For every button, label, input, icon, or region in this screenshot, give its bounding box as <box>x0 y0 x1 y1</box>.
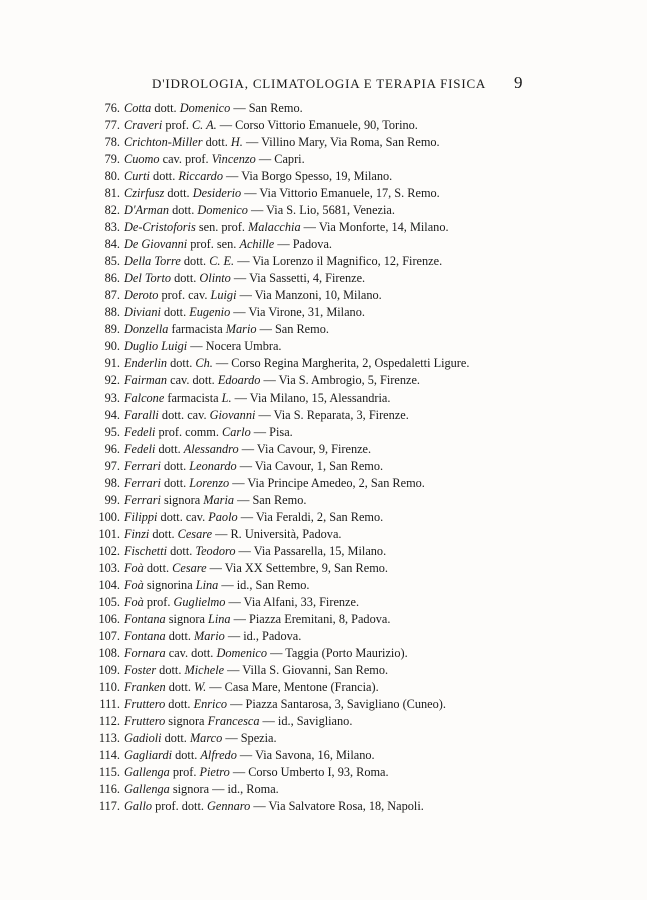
list-item <box>0 542 647 560</box>
entry-address: — Piazza Santarosa, 3, Savigliano (Cuneo). <box>227 697 446 712</box>
entry-surname: Craveri <box>124 118 163 133</box>
entry-title: dott. <box>155 441 184 456</box>
entry-title: dott. cav. <box>158 407 210 422</box>
entry-text <box>124 508 383 526</box>
entry-number: 99. <box>104 492 120 507</box>
entry-surname: Curti <box>124 169 150 184</box>
list-item <box>0 150 647 168</box>
entry-number: 79. <box>104 152 120 167</box>
entry-title: dott. cav. <box>157 509 209 524</box>
entry-title: signora <box>165 611 209 626</box>
list-item <box>0 286 647 304</box>
entry-number: 92. <box>104 373 120 388</box>
entry-number: 78. <box>104 135 120 150</box>
entry-number: 83. <box>104 220 120 235</box>
entry-text <box>124 440 371 458</box>
entry-text <box>124 763 389 781</box>
entry-title: dott. <box>160 305 190 320</box>
list-item <box>0 457 647 475</box>
entry-given-name: Edoardo <box>217 373 261 388</box>
entry-address: — Pisa. <box>250 424 293 439</box>
entry-address: — Taggia (Porto Maurizio). <box>267 645 408 660</box>
entry-text <box>124 371 420 389</box>
entry-title: dott. <box>165 697 194 712</box>
entry-given-name: Lina <box>195 577 219 592</box>
entry-title: prof. dott. <box>152 799 208 814</box>
entry-title: dott. <box>167 543 196 558</box>
entry-number: 85. <box>104 254 120 269</box>
entry-surname: Czirfusz <box>124 186 165 201</box>
entry-given-name: Cesare <box>177 526 213 541</box>
entry-text <box>124 116 418 134</box>
entry-text <box>124 184 440 202</box>
entry-number: 93. <box>104 390 120 405</box>
entry-surname: Foà <box>124 577 144 592</box>
entry-text <box>124 133 440 151</box>
entry-title: dott. <box>180 254 210 269</box>
entry-address: — San Remo. <box>230 101 303 115</box>
entry-number: 102. <box>98 543 120 558</box>
entry-surname: Finzi <box>124 526 150 541</box>
entry-text <box>124 457 383 475</box>
entry-title: dott. <box>149 169 179 184</box>
entry-address: — Via Manzoni, 10, Milano. <box>236 288 382 303</box>
entry-text <box>124 406 409 424</box>
entry-given-name: Lina <box>208 611 231 626</box>
list-item <box>0 406 647 424</box>
entry-text <box>124 252 442 270</box>
entry-number: 106. <box>98 611 120 626</box>
entry-given-name: C. A. <box>191 118 217 133</box>
entry-address: — Corso Vittorio Emanuele, 90, Torino. <box>216 118 418 133</box>
entry-text <box>124 201 395 219</box>
entry-address: — Via Passarella, 15, Milano. <box>235 543 387 558</box>
entry-surname: Crichton-Miller <box>124 135 203 150</box>
entry-title: dott. <box>160 458 190 473</box>
entry-surname: Deroto <box>124 288 159 303</box>
list-item <box>0 576 647 594</box>
entry-text <box>124 167 392 185</box>
entry-text <box>124 218 449 236</box>
entry-title: prof. <box>143 594 174 609</box>
list-item <box>0 235 647 253</box>
entry-surname: Diviani <box>124 305 161 320</box>
entry-address: — Via Monforte, 14, Milano. <box>300 220 449 235</box>
entry-title: prof. sen. <box>187 237 240 252</box>
entry-text <box>124 678 379 696</box>
entry-title: prof. comm. <box>155 424 223 439</box>
entry-text <box>124 320 329 338</box>
entry-text <box>124 644 408 662</box>
entry-address: — Via S. Ambrogio, 5, Firenze. <box>260 373 420 388</box>
entry-title: dott. <box>164 186 193 201</box>
entry-given-name: Eugenio <box>189 305 231 320</box>
entry-number: 81. <box>104 186 120 201</box>
entry-surname: Foà <box>124 594 144 609</box>
entry-title: dott. <box>143 560 173 575</box>
entry-surname: Fornara <box>124 645 166 660</box>
entry-given-name: Vincenzo <box>211 152 256 167</box>
entry-address: — Via Feraldi, 2, San Remo. <box>237 509 384 524</box>
entry-number: 88. <box>104 305 120 320</box>
entry-title: dott. <box>156 662 185 677</box>
entry-address: — Via XX Settembre, 9, San Remo. <box>206 560 388 575</box>
entry-surname: De Giovanni <box>124 237 188 252</box>
entry-text <box>124 423 293 441</box>
entry-address: — Via Virone, 31, Milano. <box>230 305 365 320</box>
entry-given-name: Domenico <box>197 203 248 218</box>
entry-address: — Via Principe Amedeo, 2, San Remo. <box>229 475 425 490</box>
entry-address: — Via Lorenzo il Magnifico, 12, Firenze. <box>234 254 443 269</box>
entry-given-name: Francesca <box>207 714 260 729</box>
entry-address: — id., Roma. <box>212 782 279 797</box>
list-item <box>0 610 647 628</box>
entry-text <box>124 576 310 594</box>
entry-number: 112. <box>98 714 120 729</box>
entry-given-name: Mario <box>194 628 225 643</box>
entry-given-name: Leonardo <box>189 458 237 473</box>
entry-number: 76. <box>104 101 120 115</box>
entry-number: 86. <box>104 271 120 286</box>
entry-given-name: Cesare <box>172 560 207 575</box>
entry-text <box>124 593 359 611</box>
entry-number: 110. <box>98 680 120 695</box>
entry-text <box>124 542 386 560</box>
entry-address: — Via Cavour, 9, Firenze. <box>238 441 372 456</box>
entry-surname: Foà <box>124 560 144 575</box>
entry-number: 105. <box>98 594 120 609</box>
list-item <box>0 354 647 372</box>
entry-title: dott. <box>160 475 190 490</box>
entry-number: 109. <box>98 662 120 677</box>
entry-address: — Capri. <box>255 152 305 167</box>
entry-surname: Filippi <box>124 509 158 524</box>
entry-number: 117. <box>98 799 120 814</box>
list-item <box>0 389 647 407</box>
entry-number: 103. <box>98 560 120 575</box>
entry-title: cav. prof. <box>159 152 212 167</box>
entry-title: signora <box>165 714 208 729</box>
entry-given-name: C. E. <box>209 254 235 269</box>
list-item <box>0 440 647 458</box>
entry-title: signora <box>160 492 204 507</box>
entry-number: 116. <box>98 782 120 797</box>
list-item <box>0 201 647 219</box>
entry-title: cav. dott. <box>165 645 217 660</box>
entry-text <box>124 235 332 253</box>
entry-address: — id., Savigliano. <box>259 714 353 729</box>
entry-number: 82. <box>104 203 120 218</box>
entry-surname: Gagliardi <box>124 748 173 763</box>
entry-number: 97. <box>104 458 120 473</box>
entry-given-name: Olinto <box>199 271 231 286</box>
list-item <box>0 116 647 134</box>
entry-surname: Fedeli <box>124 441 156 456</box>
entry-surname: Ferrari <box>124 492 161 507</box>
list-item <box>0 423 647 441</box>
entry-text <box>124 525 341 543</box>
list-item <box>0 627 647 645</box>
entry-address: — id., San Remo. <box>218 577 310 592</box>
list-item <box>0 269 647 287</box>
entry-surname: Fedeli <box>124 424 156 439</box>
entry-given-name: Ch. <box>195 356 213 371</box>
entry-given-name: Desiderio <box>192 186 242 201</box>
list-item <box>0 644 647 662</box>
list-item <box>0 712 647 730</box>
entry-number: 114. <box>98 748 120 763</box>
entry-surname: Cotta <box>124 101 152 115</box>
entry-given-name: Maria <box>203 492 235 507</box>
list-item <box>0 780 647 798</box>
entry-surname: Franken <box>124 680 166 695</box>
list-item <box>0 695 647 713</box>
entry-title: dott. <box>161 731 190 746</box>
entry-surname: Gadioli <box>124 731 162 746</box>
entry-number: 100. <box>98 509 120 524</box>
entry-surname: Fischetti <box>124 543 168 558</box>
entry-title: sen. prof. <box>195 220 248 235</box>
entry-text <box>124 712 352 730</box>
list-item <box>0 797 647 815</box>
entry-title: dott. <box>167 356 196 371</box>
entry-given-name: Alessandro <box>183 441 239 456</box>
entry-number: 101. <box>98 526 120 541</box>
entry-text <box>124 610 390 628</box>
entry-surname: Faralli <box>124 407 159 422</box>
list-item <box>0 729 647 747</box>
list-item <box>0 474 647 492</box>
entry-text <box>124 627 301 645</box>
entry-given-name: Luigi <box>161 339 188 354</box>
entry-title: dott. <box>165 680 195 695</box>
entry-title: dott. <box>202 135 231 150</box>
entry-number: 94. <box>104 407 120 422</box>
entry-given-name: Marco <box>189 731 223 746</box>
entry-title: cav. dott. <box>167 373 218 388</box>
entry-text <box>124 797 424 815</box>
entry-number: 90. <box>104 339 120 354</box>
entry-surname: Ferrari <box>124 458 161 473</box>
entry-given-name: Alfredo <box>200 748 237 763</box>
entry-address: — Via S. Reparata, 3, Firenze. <box>255 407 409 422</box>
entry-given-name: Riccardo <box>178 169 223 184</box>
entry-surname: Fontana <box>124 628 166 643</box>
entry-number: 77. <box>104 118 120 133</box>
list-item <box>0 678 647 696</box>
running-title: D'IDROLOGIA, CLIMATOLOGIA E TERAPIA FISICA <box>152 76 487 91</box>
entry-address: — Casa Mare, Mentone (Francia). <box>206 680 379 695</box>
entry-address: — Via Vittorio Emanuele, 17, S. Remo. <box>241 186 440 201</box>
entry-text <box>124 354 469 372</box>
entry-surname: Fruttero <box>124 697 166 712</box>
entry-surname: Gallenga <box>124 782 170 797</box>
entry-surname: Foster <box>124 662 157 677</box>
entry-address: — Via S. Lio, 5681, Venezia. <box>247 203 395 218</box>
entry-number: 104. <box>98 577 120 592</box>
entry-address: — Piazza Eremitani, 8, Padova. <box>230 611 391 626</box>
entry-text <box>124 729 277 747</box>
page-header <box>0 73 647 96</box>
entry-address: — Villino Mary, Via Roma, San Remo. <box>242 135 440 150</box>
entry-number: 108. <box>98 645 120 660</box>
entry-number: 89. <box>104 322 120 337</box>
list-item <box>0 167 647 185</box>
entry-surname: Della Torre <box>124 254 181 269</box>
entry-title: dott. <box>169 203 198 218</box>
entry-given-name: Luigi <box>210 288 237 303</box>
list-item <box>0 661 647 679</box>
entry-address: — Spezia. <box>222 731 277 746</box>
entry-address: — R. Università, Padova. <box>212 526 342 541</box>
entry-text <box>124 780 279 798</box>
entry-title: dott. <box>165 628 195 643</box>
list-item <box>0 303 647 321</box>
entry-given-name: W. <box>194 680 207 695</box>
entry-given-name: Michele <box>184 662 225 677</box>
list-item <box>0 371 647 389</box>
entry-title: dott. <box>171 271 200 286</box>
list-item <box>0 337 647 355</box>
entry-text <box>124 474 425 492</box>
entry-text <box>124 661 388 679</box>
entry-given-name: Mario <box>225 322 257 337</box>
entry-given-name: Enrico <box>193 697 228 712</box>
entry-surname: Gallo <box>124 799 153 814</box>
entry-title: dott. <box>149 526 178 541</box>
entry-title: signorina <box>143 577 196 592</box>
list-item <box>0 133 647 151</box>
entry-address: — Padova. <box>274 237 332 252</box>
entry-given-name: Malacchia <box>248 220 301 235</box>
entry-title: farmacista <box>164 390 222 405</box>
entry-text <box>124 150 305 168</box>
entry-surname: Del Torto <box>124 271 172 286</box>
entry-text <box>124 389 390 407</box>
list-item <box>0 508 647 526</box>
entry-given-name: Achille <box>239 237 275 252</box>
entry-given-name: Domenico <box>179 101 231 115</box>
entry-surname: Falcone <box>124 390 165 405</box>
entry-text <box>124 559 388 577</box>
entry-title: dott. <box>151 101 180 115</box>
entry-surname: Fairman <box>124 373 168 388</box>
entry-address: — Via Borgo Spesso, 19, Milano. <box>222 169 393 184</box>
entry-given-name: Paolo <box>208 509 238 524</box>
entry-surname: Fruttero <box>124 714 166 729</box>
list-item <box>0 99 647 117</box>
entry-surname: Duglio <box>124 339 159 354</box>
entry-address: — Via Milano, 15, Alessandria. <box>231 390 391 405</box>
entry-text <box>124 746 375 764</box>
entry-surname: De-Cristoforis <box>124 220 196 235</box>
entry-address: — Villa S. Giovanni, San Remo. <box>224 662 389 677</box>
entry-surname: Cuomo <box>124 152 160 167</box>
entry-given-name: Teodoro <box>195 543 236 558</box>
entry-number: 107. <box>98 628 120 643</box>
entry-address: — Nocera Umbra. <box>187 339 282 354</box>
list-item <box>0 763 647 781</box>
entry-given-name: Gennaro <box>207 799 251 814</box>
list-item <box>0 491 647 509</box>
entry-surname: Ferrari <box>124 475 161 490</box>
list-item <box>0 746 647 764</box>
entry-number: 95. <box>104 424 120 439</box>
entry-number: 96. <box>104 441 120 456</box>
entry-number: 113. <box>98 731 120 746</box>
entry-surname: Fontana <box>124 611 166 626</box>
entry-given-name: Domenico <box>216 645 268 660</box>
entry-address: — San Remo. <box>234 492 307 507</box>
entry-number: 80. <box>104 169 120 184</box>
entry-address: — Via Alfani, 33, Firenze. <box>225 594 360 609</box>
entry-address: — Via Sassetti, 4, Firenze. <box>230 271 366 286</box>
entry-surname: D'Arman <box>124 203 169 218</box>
list-item <box>0 559 647 577</box>
entry-title: prof. <box>169 765 200 780</box>
entry-number: 115. <box>98 765 120 780</box>
entry-text <box>124 491 306 509</box>
entry-title: dott. <box>172 748 201 763</box>
entry-title: farmacista <box>168 322 226 337</box>
list-item <box>0 525 647 543</box>
entry-address: — Via Savona, 16, Milano. <box>236 748 375 763</box>
entry-address: — Corso Regina Margherita, 2, Ospedaletti Ligure. <box>212 356 470 371</box>
list-item <box>0 593 647 611</box>
list-item <box>0 252 647 270</box>
entry-address: — Corso Umberto I, 93, Roma. <box>229 765 389 780</box>
entry-number: 87. <box>104 288 120 303</box>
entry-text <box>124 286 382 304</box>
entry-address: — San Remo. <box>256 322 329 337</box>
entry-surname: Gallenga <box>124 765 170 780</box>
entry-title: prof. <box>162 118 192 133</box>
entry-given-name: H. <box>230 135 243 150</box>
entry-given-name: Guglielmo <box>173 594 226 609</box>
entry-given-name: Lorenzo <box>189 475 230 490</box>
entry-number: 91. <box>104 356 120 371</box>
entry-number: 84. <box>104 237 120 252</box>
entry-title: prof. cav. <box>158 288 211 303</box>
entry-address: — id., Padova. <box>224 628 302 643</box>
entry-given-name: Carlo <box>222 424 251 439</box>
entry-surname: Donzella <box>124 322 169 337</box>
list-item <box>0 320 647 338</box>
entry-address: — Via Cavour, 1, San Remo. <box>236 458 384 473</box>
list-item <box>0 218 647 236</box>
entry-text <box>124 269 365 287</box>
entry-text <box>124 303 365 321</box>
page-number: 9 <box>514 73 523 92</box>
entry-given-name: Giovanni <box>209 407 256 422</box>
list-item <box>0 184 647 202</box>
entry-text <box>124 695 446 713</box>
entry-surname: Enderlin <box>124 356 168 371</box>
entry-number: 111. <box>99 697 120 712</box>
entry-text <box>124 99 303 117</box>
entry-address: — Via Salvatore Rosa, 18, Napoli. <box>250 799 424 814</box>
entry-given-name: L. <box>221 390 232 405</box>
entry-given-name: Pietro <box>199 765 230 780</box>
entry-title: signora <box>169 782 213 797</box>
entry-text <box>124 337 281 355</box>
entry-number: 98. <box>104 475 120 490</box>
